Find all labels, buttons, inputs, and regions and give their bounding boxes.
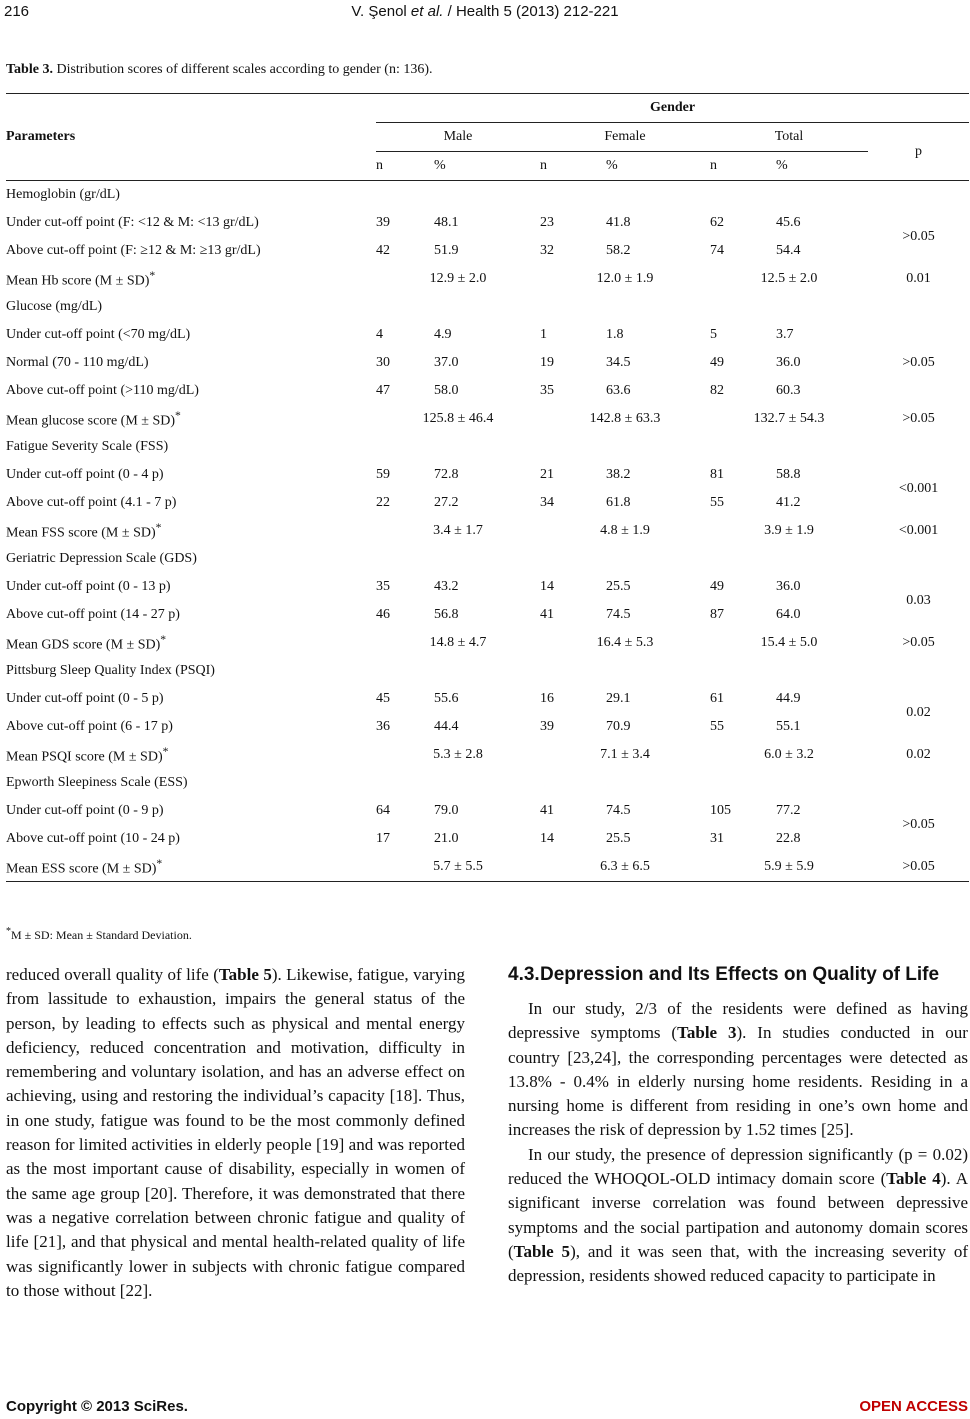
cell-value: 44.4 <box>434 719 459 734</box>
left-column <box>6 963 465 1303</box>
cell-value: 21.0 <box>434 831 459 846</box>
section-title: Geriatric Depression Scale (GDS) <box>6 551 197 566</box>
mean-row <box>6 405 969 433</box>
cell-value: 55 <box>710 719 724 734</box>
mean-total: 12.5 ± 2.0 <box>760 271 818 286</box>
row-label: Under cut-off point (0 - 5 p) <box>6 691 164 706</box>
table-row <box>6 349 969 377</box>
cell-value: 36.0 <box>776 579 801 594</box>
section-row <box>6 769 969 797</box>
cell-value: 5 <box>710 327 717 342</box>
table-reference: Table 3 <box>677 1023 737 1043</box>
p-value: >0.05 <box>902 229 935 244</box>
cell-value: 48.1 <box>434 215 459 230</box>
caption-label: Table 3. <box>6 62 53 77</box>
cell-value: 61.8 <box>606 495 631 510</box>
cell-value: 46 <box>376 607 390 622</box>
copyright: Copyright © 2013 SciRes. <box>6 1398 188 1415</box>
col-header-n: n <box>540 158 547 173</box>
table-reference: Table 4 <box>886 1169 941 1189</box>
mean-total: 15.4 ± 5.0 <box>760 635 818 650</box>
cell-value: 61 <box>710 691 724 706</box>
cell-value: 27.2 <box>434 495 459 510</box>
col-header-pct: % <box>606 158 618 173</box>
mean-row <box>6 853 969 882</box>
cell-value: 58.8 <box>776 467 801 482</box>
cell-value: 4 <box>376 327 383 342</box>
cell-value: 62 <box>710 215 724 230</box>
table-caption <box>6 62 433 78</box>
table-row <box>6 685 969 713</box>
col-header-total: Total <box>710 123 868 152</box>
cell-value: 105 <box>710 803 731 818</box>
cell-value: 55.1 <box>776 719 801 734</box>
p-value: 0.02 <box>906 747 931 762</box>
row-label: Under cut-off point (0 - 13 p) <box>6 579 171 594</box>
cell-value: 41.8 <box>606 215 631 230</box>
col-header-parameters: Parameters <box>6 129 76 144</box>
cell-value: 82 <box>710 383 724 398</box>
cell-value: 22.8 <box>776 831 801 846</box>
mean-label: Mean PSQI score (M ± SD)* <box>6 744 169 765</box>
p-value: >0.05 <box>902 859 935 874</box>
p-value: >0.05 <box>902 355 935 370</box>
mean-total: 5.9 ± 5.9 <box>764 859 814 874</box>
table-row <box>6 713 969 741</box>
section-row <box>6 545 969 573</box>
mean-female: 4.8 ± 1.9 <box>600 523 650 538</box>
cell-value: 60.3 <box>776 383 801 398</box>
cell-value: 51.9 <box>434 243 459 258</box>
mean-male: 3.4 ± 1.7 <box>433 523 483 538</box>
mean-female: 6.3 ± 6.5 <box>600 859 650 874</box>
open-access-label: OPEN ACCESS <box>859 1398 968 1415</box>
section-row <box>6 293 969 321</box>
page-number: 216 <box>4 3 30 20</box>
cell-value: 36.0 <box>776 355 801 370</box>
table-row <box>6 573 969 601</box>
row-label: Under cut-off point (0 - 9 p) <box>6 803 164 818</box>
mean-total: 3.9 ± 1.9 <box>764 523 814 538</box>
cell-value: 35 <box>376 579 390 594</box>
mean-label: Mean FSS score (M ± SD)* <box>6 520 162 541</box>
mean-male: 5.7 ± 5.5 <box>433 859 483 874</box>
mean-female: 16.4 ± 5.3 <box>596 635 654 650</box>
mean-row <box>6 265 969 293</box>
mean-label: Mean glucose score (M ± SD)* <box>6 408 181 429</box>
cell-value: 79.0 <box>434 803 459 818</box>
cell-value: 58.2 <box>606 243 631 258</box>
cell-value: 72.8 <box>434 467 459 482</box>
cell-value: 49 <box>710 579 724 594</box>
cell-value: 1 <box>540 327 547 342</box>
cell-value: 74.5 <box>606 607 631 622</box>
cell-value: 55 <box>710 495 724 510</box>
cell-value: 45.6 <box>776 215 801 230</box>
p-value: 0.01 <box>906 271 931 286</box>
section-title: Fatigue Severity Scale (FSS) <box>6 439 169 454</box>
table-reference: Table 5 <box>218 965 272 984</box>
mean-label: Mean Hb score (M ± SD)* <box>6 268 156 289</box>
section-heading: 4.3.Depression and Its Effects on Quality of Life <box>508 964 940 985</box>
p-value: <0.001 <box>898 481 939 496</box>
cell-value: 45 <box>376 691 390 706</box>
section-row <box>6 657 969 685</box>
cell-value: 49 <box>710 355 724 370</box>
cell-value: 74.5 <box>606 803 631 818</box>
section-row <box>6 433 969 461</box>
cell-value: 41.2 <box>776 495 801 510</box>
cell-value: 36 <box>376 719 390 734</box>
cell-value: 32 <box>540 243 554 258</box>
cell-value: 64 <box>376 803 390 818</box>
cell-value: 37.0 <box>434 355 459 370</box>
mean-label: Mean GDS score (M ± SD)* <box>6 632 167 653</box>
p-value: <0.001 <box>898 523 939 538</box>
table-row <box>6 209 969 237</box>
p-value: >0.05 <box>902 411 935 426</box>
mean-male: 12.9 ± 2.0 <box>429 271 487 286</box>
mean-row <box>6 741 969 769</box>
table-footnote: *M ± SD: Mean ± Standard Deviation. <box>6 926 192 942</box>
cell-value: 21 <box>540 467 554 482</box>
mean-row <box>6 629 969 657</box>
section-title: Hemoglobin (gr/dL) <box>6 187 120 202</box>
cell-value: 41 <box>540 803 554 818</box>
mean-label: Mean ESS score (M ± SD)* <box>6 856 163 877</box>
cell-value: 3.7 <box>776 327 794 342</box>
row-label: Above cut-off point (10 - 24 p) <box>6 831 180 846</box>
cell-value: 25.5 <box>606 831 631 846</box>
caption-text: Distribution scores of different scales according to gender (n: 136). <box>52 62 433 77</box>
p-value: >0.05 <box>902 635 935 650</box>
mean-male: 125.8 ± 46.4 <box>422 411 494 426</box>
mean-female: 12.0 ± 1.9 <box>596 271 654 286</box>
section-row <box>6 181 969 210</box>
cell-value: 81 <box>710 467 724 482</box>
cell-value: 55.6 <box>434 691 459 706</box>
cell-value: 34 <box>540 495 554 510</box>
col-header-n: n <box>710 158 717 173</box>
cell-value: 41 <box>540 607 554 622</box>
col-header-male: Male <box>376 123 540 152</box>
table-row <box>6 377 969 405</box>
cell-value: 87 <box>710 607 724 622</box>
col-header-p: p <box>868 123 969 181</box>
p-value: >0.05 <box>902 817 935 832</box>
col-header-gender: Gender <box>376 94 969 123</box>
cell-value: 38.2 <box>606 467 631 482</box>
cell-value: 4.9 <box>434 327 452 342</box>
table-row <box>6 461 969 489</box>
cell-value: 35 <box>540 383 554 398</box>
cell-value: 47 <box>376 383 390 398</box>
row-label: Above cut-off point (>110 mg/dL) <box>6 383 199 398</box>
table-row <box>6 321 969 349</box>
section-title: Glucose (mg/dL) <box>6 299 103 314</box>
section-title: Epworth Sleepiness Scale (ESS) <box>6 775 188 790</box>
cell-value: 58.0 <box>434 383 459 398</box>
cell-value: 42 <box>376 243 390 258</box>
cell-value: 29.1 <box>606 691 631 706</box>
row-label: Under cut-off point (0 - 4 p) <box>6 467 164 482</box>
cell-value: 59 <box>376 467 390 482</box>
mean-total: 6.0 ± 3.2 <box>764 747 814 762</box>
table-row <box>6 237 969 265</box>
cell-value: 39 <box>376 215 390 230</box>
cell-value: 63.6 <box>606 383 631 398</box>
cell-value: 31 <box>710 831 724 846</box>
table-row <box>6 797 969 825</box>
mean-female: 7.1 ± 3.4 <box>600 747 650 762</box>
mean-male: 5.3 ± 2.8 <box>433 747 483 762</box>
table-row <box>6 489 969 517</box>
cell-value: 64.0 <box>776 607 801 622</box>
table-body <box>6 181 969 882</box>
col-header-n: n <box>376 158 383 173</box>
cell-value: 54.4 <box>776 243 801 258</box>
mean-total: 132.7 ± 54.3 <box>753 411 825 426</box>
body-paragraph: In our study, the presence of depression significantly (p = 0.02) reduced the WHOQOL-OLD intimacy domain score (Table 4). A significant inverse correlation was found between depressive symptoms and the social partipation and autonomy domain scores (Table 5), and it was seen that, with the increasing severity of depression, residents showed reduced capacity to participate in <box>508 1144 968 1286</box>
p-value: 0.02 <box>906 705 931 720</box>
cell-value: 43.2 <box>434 579 459 594</box>
table-row <box>6 601 969 629</box>
row-label: Above cut-off point (6 - 17 p) <box>6 719 173 734</box>
running-title <box>0 3 970 20</box>
row-label: Under cut-off point (F: <12 & M: <13 gr/dL) <box>6 215 259 230</box>
row-label: Normal (70 - 110 mg/dL) <box>6 355 149 370</box>
p-value: 0.03 <box>906 593 931 608</box>
row-label: Above cut-off point (14 - 27 p) <box>6 607 180 622</box>
mean-female: 142.8 ± 63.3 <box>589 411 661 426</box>
cell-value: 1.8 <box>606 327 624 342</box>
col-header-pct: % <box>776 158 788 173</box>
data-table <box>6 93 969 882</box>
cell-value: 25.5 <box>606 579 631 594</box>
cell-value: 14 <box>540 579 554 594</box>
body-paragraph: In our study, 2/3 of the residents were defined as having depressive symptoms (Table 3). In studies conducted in our country [23,24], the corresponding percentages were detected as 13.8% - 0.4% in elderly nursing home residents. Residing in a nursing home is different from residing in one’s own home and increases the risk of depression by 1.52 times [25]. <box>508 999 968 1140</box>
cell-value: 16 <box>540 691 554 706</box>
cell-value: 77.2 <box>776 803 801 818</box>
body-paragraph: reduced overall quality of life (Table 5). Likewise, fatigue, varying from lassitude to exhaustion, impairs the general status of the person, by leading to effects such as physical and mental energy deficiency, reduced concentration and motivation, difficulty in remembering and voluntary isolation, and has an adverse effect on achieving, using and restoring the individual’s capacity [18]. Thus, in one study, fatigue was found to be the most commonly defined reason for limited activities in elderly people [19] and was reported as the most important cause of disability, especially in women of the same age group [20]. Therefore, it was demonstrated that there was a negative correlation between chronic fatigue and quality of life [21], and that physical and mental health-related quality of life was significantly lower in subjects with chronic fatigue compared to those without [22]. <box>6 965 465 1300</box>
mean-row <box>6 517 969 545</box>
cell-value: 19 <box>540 355 554 370</box>
mean-male: 14.8 ± 4.7 <box>429 635 487 650</box>
cell-value: 22 <box>376 495 390 510</box>
table-reference: Table 5 <box>513 1241 571 1261</box>
cell-value: 23 <box>540 215 554 230</box>
table-row <box>6 825 969 853</box>
cell-value: 30 <box>376 355 390 370</box>
cell-value: 17 <box>376 831 390 846</box>
cell-value: 14 <box>540 831 554 846</box>
cell-value: 44.9 <box>776 691 801 706</box>
section-title: Pittsburg Sleep Quality Index (PSQI) <box>6 663 215 678</box>
row-label: Above cut-off point (F: ≥12 & M: ≥13 gr/dL) <box>6 243 261 258</box>
cell-value: 39 <box>540 719 554 734</box>
row-label: Under cut-off point (<70 mg/dL) <box>6 327 191 342</box>
row-label: Above cut-off point (4.1 - 7 p) <box>6 495 177 510</box>
cell-value: 70.9 <box>606 719 631 734</box>
cell-value: 56.8 <box>434 607 459 622</box>
col-header-female: Female <box>540 123 710 152</box>
running-title-text: V. Şenol et al. / Health 5 (2013) 212-221 <box>351 3 619 20</box>
cell-value: 34.5 <box>606 355 631 370</box>
right-column <box>508 963 968 1289</box>
col-header-pct: % <box>434 158 446 173</box>
cell-value: 74 <box>710 243 724 258</box>
